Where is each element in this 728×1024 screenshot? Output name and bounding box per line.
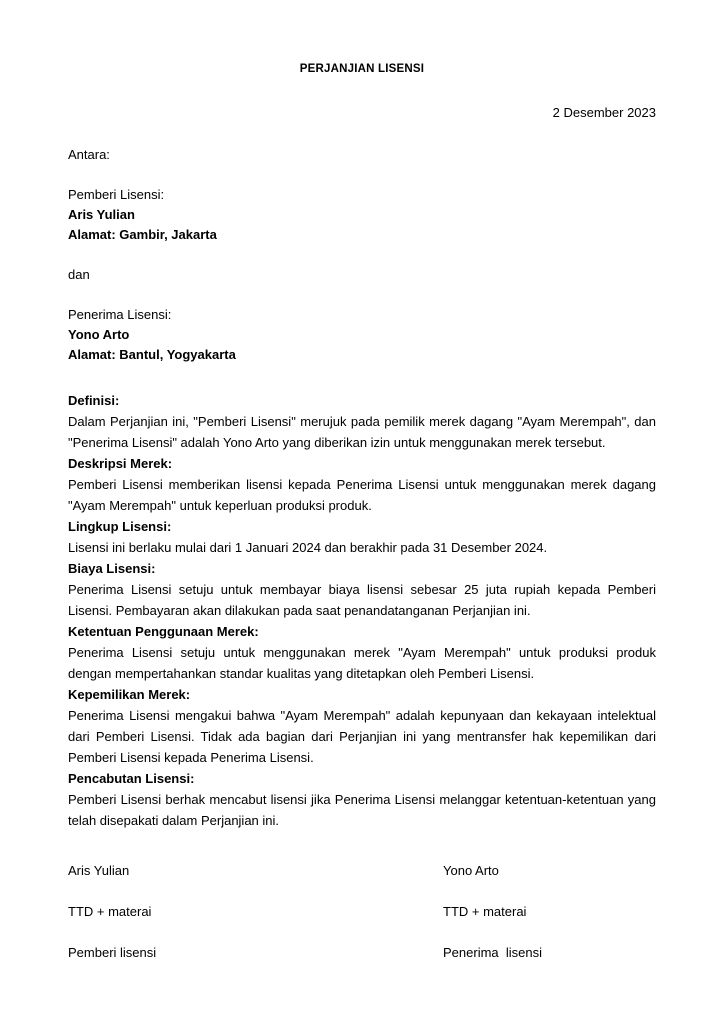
clause-body: Pemberi Lisensi berhak mencabut lisensi jika Penerima Lisensi melanggar ketentuan-ketentuan yang telah disepakati dalam Perjanjian ini. [68, 792, 656, 828]
clause-heading: Deskripsi Merek: [68, 456, 173, 471]
clause-pencabutan-lisensi [68, 768, 656, 831]
clause-heading: Lingkup Lisensi: [68, 519, 172, 534]
clauses-section [68, 365, 656, 831]
parties-conjunction: dan [68, 267, 90, 282]
clause-body: Lisensi ini berlaku mulai dari 1 Januari 2024 dan berakhir pada 31 Desember 2024. [68, 540, 548, 555]
clause-definisi [68, 390, 656, 453]
signature-licensor-name: Aris Yulian [68, 863, 130, 878]
licensee-block [68, 282, 656, 365]
clause-kepemilikan-merek [68, 684, 656, 768]
signature-row-stamp [68, 881, 656, 922]
clause-body: Pemberi Lisensi memberikan lisensi kepada Penerima Lisensi untuk menggunakan merek dagang "Ayam Merempah" untuk keperluan produksi produk. [68, 477, 656, 513]
clause-heading: Definisi: [68, 393, 120, 408]
licensor-name: Aris Yulian [68, 207, 135, 222]
signature-licensor-stamp: TTD + materai [68, 904, 152, 919]
document-date: 2 Desember 2023 [552, 105, 656, 120]
clause-heading: Pencabutan Lisensi: [68, 771, 195, 786]
clause-lingkup-lisensi [68, 516, 656, 558]
clause-body: Penerima Lisensi setuju untuk membayar biaya lisensi sebesar 25 juta rupiah kepada Pemberi Lisensi. Pembayaran akan dilakukan pada saat penandatanganan Perjanjian ini. [68, 582, 656, 618]
page-title: PERJANJIAN LISENSI [299, 63, 425, 75]
clause-heading: Kepemilikan Merek: [68, 687, 191, 702]
signature-row-names [68, 860, 656, 881]
document-content [68, 0, 656, 963]
clause-heading: Ketentuan Penggunaan Merek: [68, 624, 259, 639]
signature-licensee-stamp: TTD + materai [443, 904, 527, 919]
signature-licensor-role: Pemberi lisensi [68, 945, 157, 960]
clause-biaya-lisensi [68, 558, 656, 621]
licensor-block [68, 162, 656, 245]
licensee-address: Alamat: Bantul, Yogyakarta [68, 347, 236, 362]
clause-body: Penerima Lisensi mengakui bahwa "Ayam Merempah" adalah kepunyaan dan kekayaan intelektual dari Pemberi Lisensi. Tidak ada bagian dari Perjanjian ini yang mentransfer hak kepemilikan dari Pemberi Lisensi kepada Penerima Lisensi. [68, 708, 656, 765]
signature-licensee-role: Penerima lisensi [443, 945, 542, 960]
clause-heading: Biaya Lisensi: [68, 561, 156, 576]
licensor-address: Alamat: Gambir, Jakarta [68, 227, 217, 242]
clause-deskripsi-merek [68, 453, 656, 516]
signature-licensee-name: Yono Arto [443, 863, 499, 878]
licensor-role-label: Pemberi Lisensi: [68, 187, 165, 202]
clause-body: Dalam Perjanjian ini, "Pemberi Lisensi" merujuk pada pemilik merek dagang "Ayam Merempah", dan "Penerima Lisensi" adalah Yono Arto yang diberikan izin untuk menggunakan merek tersebut. [68, 414, 656, 450]
signature-block [68, 831, 656, 963]
licensee-name: Yono Arto [68, 327, 130, 342]
parties-intro-label: Antara: [68, 147, 110, 162]
licensee-role-label: Penerima Lisensi: [68, 307, 172, 322]
clause-body: Penerima Lisensi setuju untuk menggunakan merek "Ayam Merempah" untuk produksi produk dengan mempertahankan standar kualitas yang ditetapkan oleh Pemberi Lisensi. [68, 645, 656, 681]
clause-ketentuan-penggunaan-merek [68, 621, 656, 684]
signature-row-role [68, 922, 656, 963]
